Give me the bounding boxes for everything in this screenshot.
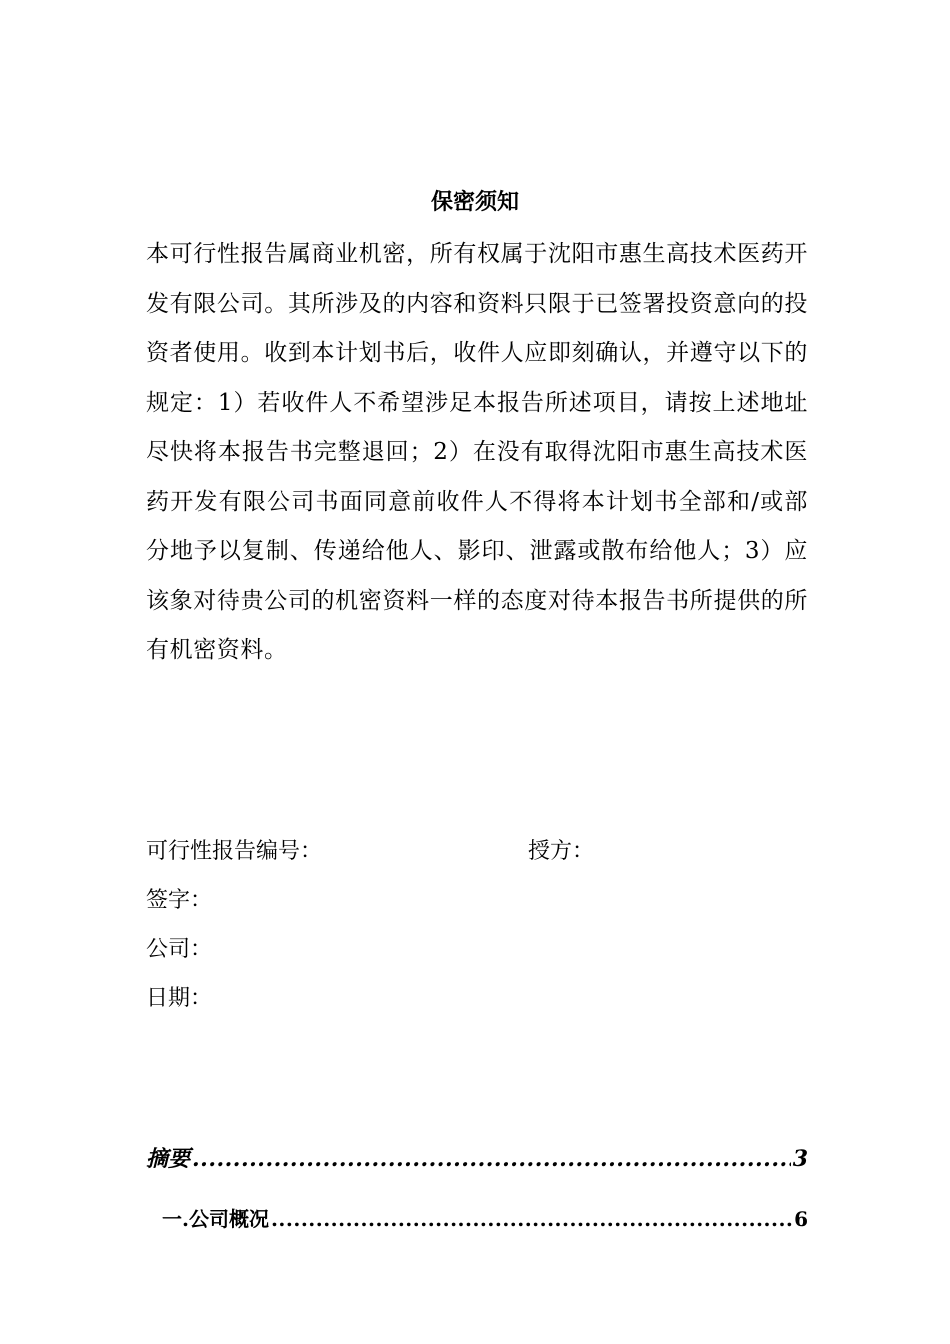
toc-entry-page: 6: [794, 1207, 808, 1231]
signature-label: 签字：: [146, 888, 213, 913]
notice-body: 本可行性报告属商业机密，所有权属于沈阳市惠生高技术医药开发有限公司。其所涉及的内容和资料只限于已签署投资意向的投资者使用。收到本计划书后，收件人应即刻确认，并遵守以下的规定：1）若收件人不希望涉足本报告所述项目，请按上述地址尽快将本报告书完整退回；2）在没有取得沈阳市惠生高技术医药开发有限公司书面同意前收件人不得将本计划书全部和/或部分地予以复制、传递给他人、影印、泄露或散布给他人；3）应该象对待贵公司的机密资料一样的态度对待本报告书所提供的所有机密资料。: [146, 241, 808, 663]
toc-leader-dots: [192, 1142, 791, 1176]
date-label: 日期：: [146, 986, 213, 1011]
grantor-label: 授方：: [528, 839, 595, 864]
toc-entry-page: 3: [792, 1146, 808, 1172]
toc-entry-summary[interactable]: [146, 1142, 808, 1176]
toc-entry-title: 摘要: [146, 1146, 191, 1172]
company-label: 公司：: [146, 937, 213, 962]
notice-title: 保密须知: [430, 189, 519, 215]
toc-entry-title: 一.公司概况: [162, 1207, 269, 1231]
report-number-label: 可行性报告编号：: [146, 839, 323, 864]
toc-entry-company-overview[interactable]: [162, 1202, 808, 1236]
toc-leader-dots: [271, 1202, 792, 1236]
